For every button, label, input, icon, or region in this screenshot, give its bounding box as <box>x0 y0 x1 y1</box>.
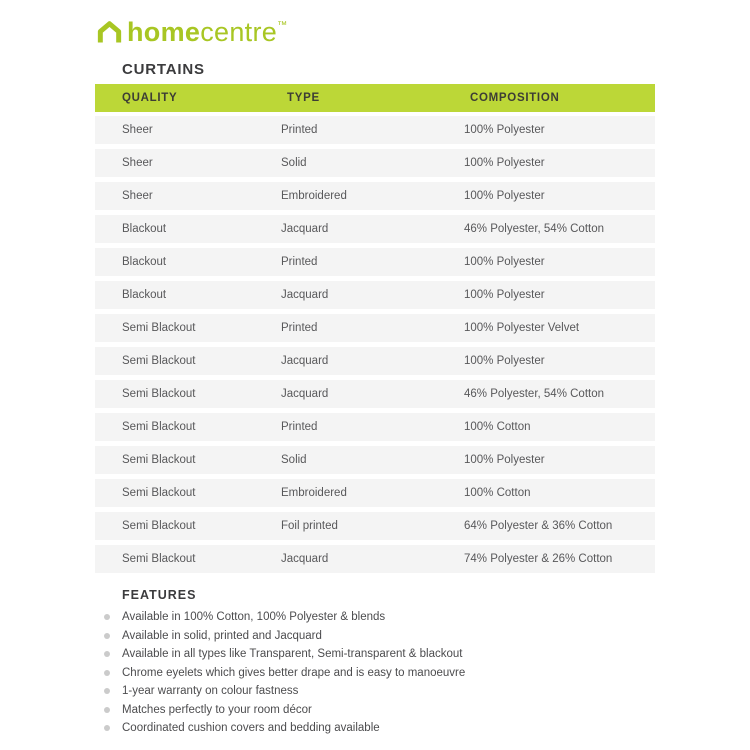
list-item <box>104 701 465 719</box>
cell-type: Printed <box>281 124 318 136</box>
column-header-quality: QUALITY <box>122 92 178 104</box>
cell-composition: 100% Polyester <box>464 157 545 169</box>
cell-quality: Blackout <box>122 289 167 301</box>
cell-composition: 100% Cotton <box>464 421 531 433</box>
cell-quality: Blackout <box>122 256 167 268</box>
table-row <box>95 380 655 408</box>
column-header-composition: COMPOSITION <box>470 92 560 104</box>
cell-quality: Semi Blackout <box>122 520 196 532</box>
list-item <box>104 608 465 626</box>
table-row <box>95 479 655 507</box>
table-row <box>95 149 655 177</box>
feature-text: Coordinated cushion covers and bedding available <box>122 722 380 734</box>
table-row <box>95 545 655 573</box>
cell-type: Printed <box>281 421 318 433</box>
cell-composition: 100% Polyester <box>464 124 545 136</box>
feature-text: Available in 100% Cotton, 100% Polyester & blends <box>122 611 386 623</box>
cell-quality: Sheer <box>122 190 153 202</box>
list-item <box>104 664 465 682</box>
bullet-dot-icon <box>104 688 110 694</box>
cell-quality: Semi Blackout <box>122 355 196 367</box>
table-row <box>95 215 655 243</box>
brand-wordmark <box>127 13 287 45</box>
cell-type: Embroidered <box>281 487 347 499</box>
cell-quality: Semi Blackout <box>122 322 196 334</box>
page-title: CURTAINS <box>122 61 205 78</box>
list-item <box>104 645 465 663</box>
table-row <box>95 182 655 210</box>
bullet-dot-icon <box>104 707 110 713</box>
bullet-dot-icon <box>104 614 110 620</box>
trademark-symbol: ™ <box>277 20 288 31</box>
cell-type: Solid <box>281 454 307 466</box>
cell-type: Printed <box>281 322 318 334</box>
cell-type: Printed <box>281 256 318 268</box>
cell-type: Jacquard <box>281 289 329 301</box>
table-row <box>95 314 655 342</box>
table-row <box>95 116 655 144</box>
house-icon <box>96 21 123 43</box>
cell-quality: Sheer <box>122 124 153 136</box>
cell-composition: 74% Polyester & 26% Cotton <box>464 553 613 565</box>
bullet-dot-icon <box>104 725 110 731</box>
table-row <box>95 512 655 540</box>
feature-text: Available in all types like Transparent, Semi-transparent & blackout <box>122 648 463 660</box>
brand-name-home: home <box>127 17 201 47</box>
cell-quality: Semi Blackout <box>122 553 196 565</box>
features-title: FEATURES <box>122 588 197 602</box>
cell-quality: Semi Blackout <box>122 487 196 499</box>
cell-type: Foil printed <box>281 520 338 532</box>
brand-logo <box>96 13 287 45</box>
feature-text: Matches perfectly to your room décor <box>122 703 312 716</box>
column-header-type: TYPE <box>287 92 320 104</box>
cell-composition: 100% Polyester <box>464 289 545 301</box>
cell-composition: 100% Polyester <box>464 355 545 367</box>
table-row <box>95 413 655 441</box>
cell-type: Jacquard <box>281 388 329 400</box>
bullet-dot-icon <box>104 633 110 639</box>
cell-quality: Sheer <box>122 157 153 169</box>
brand-name-centre: centre <box>200 17 278 47</box>
table-row <box>95 446 655 474</box>
table-row <box>95 281 655 309</box>
cell-quality: Semi Blackout <box>122 388 196 400</box>
list-item <box>104 719 465 737</box>
bullet-dot-icon <box>104 670 110 676</box>
table-header-row <box>95 84 655 112</box>
cell-composition: 100% Polyester Velvet <box>464 322 580 334</box>
curtains-spec-table <box>95 84 655 578</box>
table-row <box>95 347 655 375</box>
list-item <box>104 682 465 700</box>
cell-type: Jacquard <box>281 553 329 565</box>
cell-type: Jacquard <box>281 355 329 367</box>
cell-type: Jacquard <box>281 223 329 235</box>
feature-text: 1-year warranty on colour fastness <box>122 685 299 697</box>
cell-quality: Semi Blackout <box>122 454 196 466</box>
cell-quality: Blackout <box>122 223 167 235</box>
features-list <box>104 608 465 738</box>
cell-type: Embroidered <box>281 190 347 202</box>
list-item <box>104 627 465 645</box>
feature-text: Chrome eyelets which gives better drape and is easy to manoeuvre <box>122 666 466 679</box>
bullet-dot-icon <box>104 651 110 657</box>
cell-quality: Semi Blackout <box>122 421 196 433</box>
cell-composition: 100% Cotton <box>464 487 531 499</box>
cell-composition: 46% Polyester, 54% Cotton <box>464 388 604 400</box>
cell-composition: 64% Polyester & 36% Cotton <box>464 520 613 532</box>
feature-text: Available in solid, printed and Jacquard <box>122 629 322 642</box>
cell-composition: 100% Polyester <box>464 190 545 202</box>
cell-type: Solid <box>281 157 307 169</box>
table-row <box>95 248 655 276</box>
cell-composition: 100% Polyester <box>464 454 545 466</box>
cell-composition: 46% Polyester, 54% Cotton <box>464 223 604 235</box>
cell-composition: 100% Polyester <box>464 256 545 268</box>
